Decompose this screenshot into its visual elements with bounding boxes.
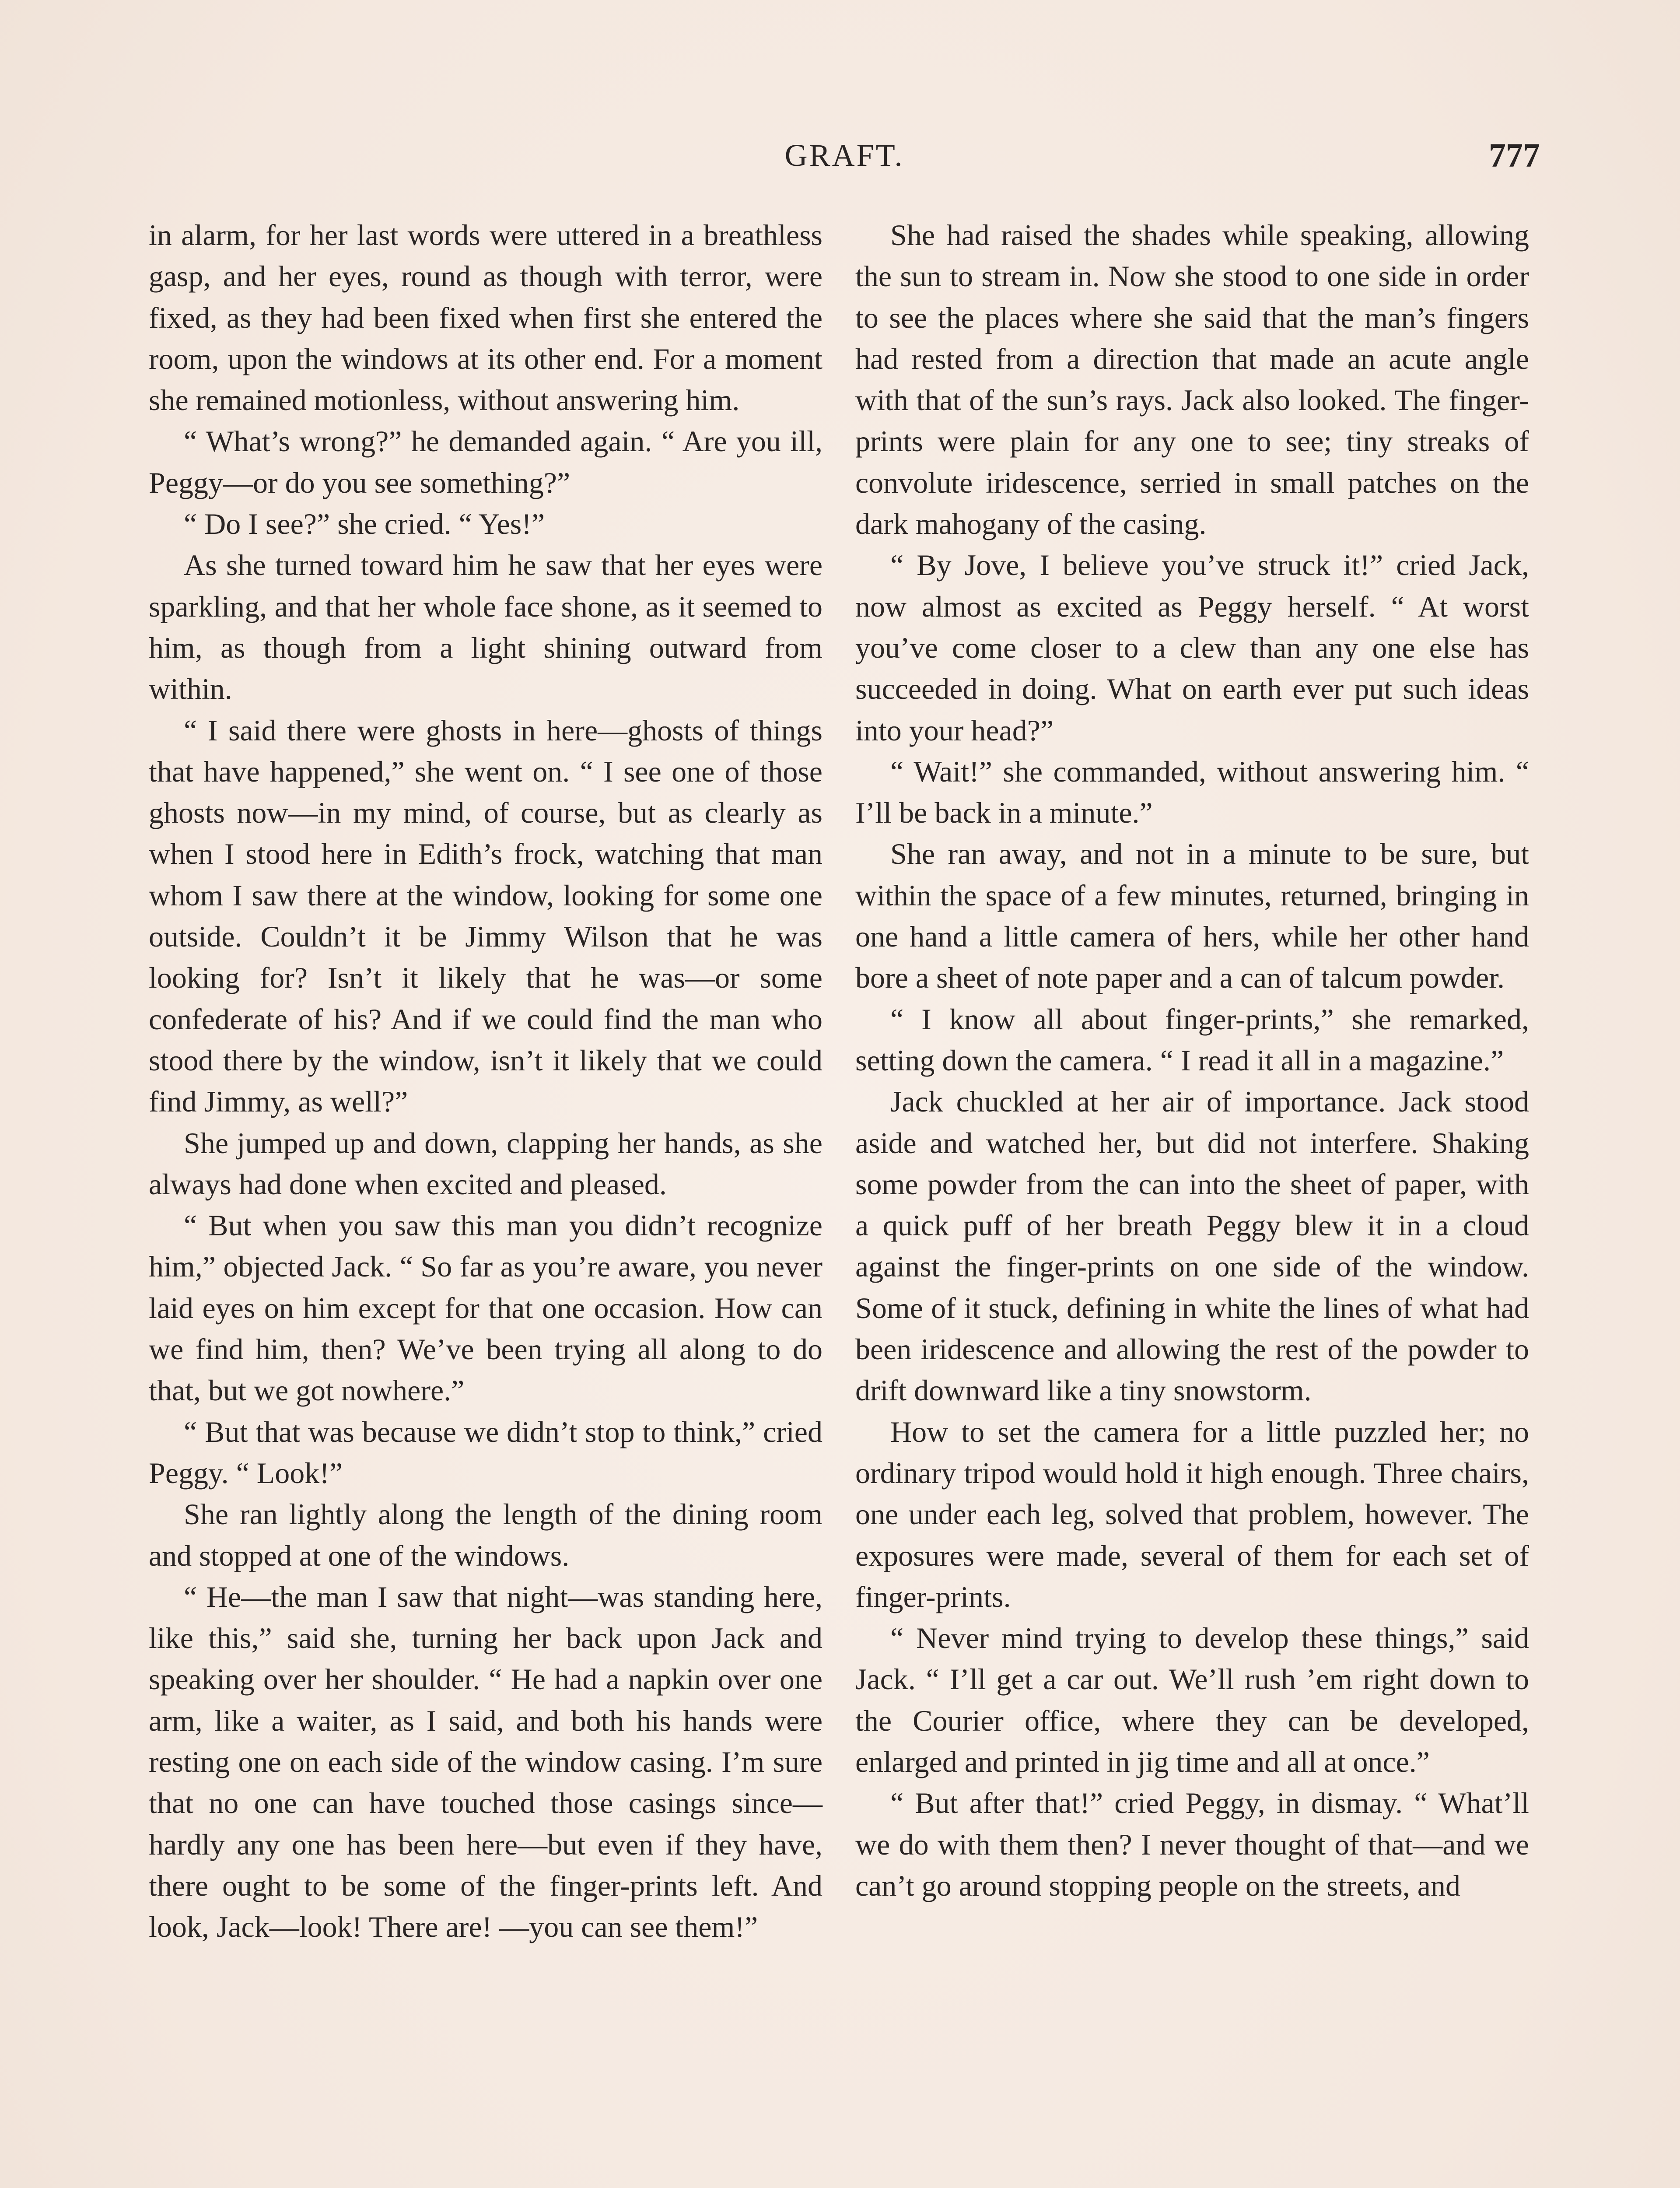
paragraph: As she turned toward him he saw that her eyes were sparkling, and that her whole face shone, as it seemed to him, as though from a light shining outward from within.	[149, 548, 822, 706]
left-column	[149, 214, 822, 1947]
paragraph: “ I said there were ghosts in here—ghosts of things that have happened,” she went on. “ I see one of those ghosts now—in my mind, of course, but as clearly as when I stood here in Edith’s frock, watching that man whom I saw there at the window, looking for some one outside. Couldn’t it be Jimmy Wilson that he was looking for? Isn’t it likely that he was—or some confederate of his? And if we could find the man who stood there by the window, isn’t it likely that we could find Jimmy, as well?”	[149, 713, 822, 1119]
paragraph: “ But after that!” cried Peggy, in dismay. “ What’ll we do with them then? I never thought of that—and we can’t go around stopping people on the streets, and	[855, 1786, 1529, 1902]
paragraph: “ I know all about finger-prints,” she remarked, setting down the camera. “ I read it all in a magazine.”	[855, 1002, 1529, 1077]
paragraph: “ What’s wrong?” he demanded again. “ Are you ill, Peggy—or do you see something?”	[149, 424, 822, 499]
right-column	[855, 214, 1529, 1906]
running-title: GRAFT.	[784, 138, 904, 173]
paragraph: She jumped up and down, clapping her hands, as she always had done when excited and pleased.	[149, 1126, 822, 1201]
paragraph: “ But that was because we didn’t stop to think,” cried Peggy. “ Look!”	[149, 1415, 822, 1490]
paragraph: Jack chuckled at her air of importance. Jack stood aside and watched her, but did not interfere. Shaking some powder from the can into the sheet of paper, with a quick puff of her breath Peggy blew it in a cloud against the finger-prints on one side of the window. Some of it stuck, defining in white the lines of what had been iridescence and allowing the rest of the powder to drift downward like a tiny snowstorm.	[855, 1085, 1529, 1407]
paragraph: “ But when you saw this man you didn’t recognize him,” objected Jack. “ So far as you’re aware, you never laid eyes on him except for that one occasion. How can we find him, then? We’ve been trying all along to do that, but we got nowhere.”	[149, 1209, 822, 1407]
paragraph: “ He—the man I saw that night—was standing here, like this,” said she, turning her back upon Jack and speaking over her shoulder. “ He had a napkin over one arm, like a waiter, as I said, and both his hands were resting one on each side of the window casing. I’m sure that no one can have touched those casings since—hardly any one has been here—but even if they have, there ought to be some of the finger-prints left. And look, Jack—look! There are! —you can see them!”	[149, 1580, 822, 1944]
page-number: 777	[1489, 136, 1540, 174]
paragraph: “ Do I see?” she cried. “ Yes!”	[184, 507, 545, 541]
paragraph: “ Never mind trying to develop these things,” said Jack. “ I’ll get a car out. We’ll rush ’em right down to the Courier office, where they can be developed, enlarged and printed in jig time and all at once.”	[855, 1621, 1529, 1778]
paragraph: “ Wait!” she commanded, without answering him. “ I’ll be back in a minute.”	[855, 754, 1529, 830]
paragraph: in alarm, for her last words were uttered in a breathless gasp, and her eyes, round as though with terror, were fixed, as they had been fixed when first she entered the room, upon the windows at its other end. For a moment she remained motionless, without answering him.	[149, 218, 822, 417]
paragraph: “ By Jove, I believe you’ve struck it!” cried Jack, now almost as excited as Peggy herself. “ At worst you’ve come closer to a clew than any one else has succeeded in doing. What on earth ever put such ideas into your head?”	[855, 548, 1529, 747]
paragraph: She ran lightly along the length of the dining room and stopped at one of the windows.	[149, 1497, 822, 1572]
page-header	[149, 131, 1540, 179]
paragraph: She had raised the shades while speaking, allowing the sun to stream in. Now she stood to one side in order to see the places where she said that the man’s fingers had rested from a direction that made an acute angle with that of the sun’s rays. Jack also looked. The finger-prints were plain for any one to see; tiny streaks of convolute iridescence, serried in small patches on the dark mahogany of the casing.	[855, 218, 1529, 541]
paragraph: She ran away, and not in a minute to be sure, but within the space of a few minutes, returned, bringing in one hand a little camera of hers, while her other hand bore a sheet of note paper and a can of talcum powder.	[855, 837, 1529, 995]
paragraph: How to set the camera for a little puzzled her; no ordinary tripod would hold it high enough. Three chairs, one under each leg, solved that problem, however. The exposures were made, several of them for each set of finger-prints.	[855, 1415, 1529, 1613]
